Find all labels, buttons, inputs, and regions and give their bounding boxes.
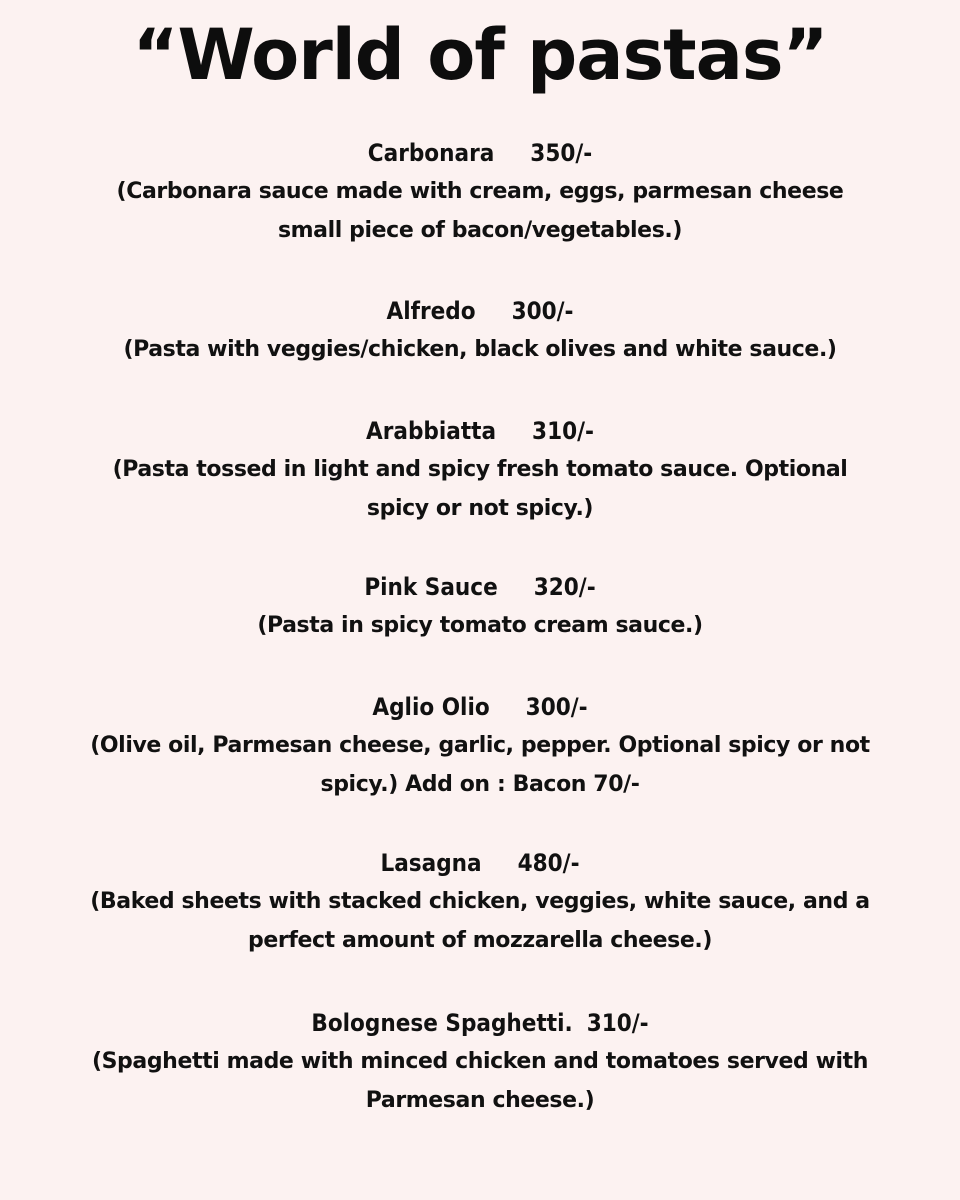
item-name: Alfredo (386, 297, 476, 325)
item-header (40, 688, 920, 726)
item-header (40, 568, 920, 606)
menu-item-bolognese-spaghetti (40, 1004, 920, 1120)
item-description (40, 606, 920, 645)
item-description (40, 330, 920, 369)
menu-item-alfredo (40, 292, 920, 369)
menu-item-lasagna (40, 844, 920, 960)
item-description-line: spicy.) Add on : Bacon 70/- (320, 772, 640, 797)
menu-title: “World of pastas” (132, 14, 828, 96)
item-description-line: (Olive oil, Parmesan cheese, garlic, pepper. Optional spicy or not (90, 733, 870, 758)
item-name: Arabbiatta (366, 417, 497, 445)
item-description-line: (Baked sheets with stacked chicken, veggies, white sauce, and a (90, 889, 870, 914)
item-header (40, 412, 920, 450)
item-description-line: Parmesan cheese.) (365, 1088, 595, 1113)
item-description-line: spicy or not spicy.) (366, 496, 594, 521)
item-price: 310/- (586, 1009, 649, 1037)
item-name: Carbonara (367, 139, 495, 167)
item-header (40, 134, 920, 172)
item-description (40, 450, 920, 528)
item-description-line: perfect amount of mozzarella cheese.) (248, 928, 712, 953)
item-description (40, 172, 920, 250)
item-name: Bolognese Spaghetti. (311, 1009, 573, 1037)
item-price: 350/- (530, 139, 593, 167)
item-description-line: (Spaghetti made with minced chicken and tomatoes served with (91, 1049, 869, 1074)
item-name: Lasagna (380, 849, 482, 877)
item-description (40, 726, 920, 804)
item-description (40, 1042, 920, 1120)
item-description-line: small piece of bacon/vegetables.) (277, 218, 683, 243)
item-price: 300/- (525, 693, 588, 721)
item-header (40, 844, 920, 882)
menu-item-carbonara (40, 134, 920, 250)
item-price: 310/- (532, 417, 594, 445)
menu-item-pink-sauce (40, 568, 920, 645)
item-header (40, 1004, 920, 1042)
item-name: Aglio Olio (372, 693, 490, 721)
item-description-line: (Carbonara sauce made with cream, eggs, parmesan cheese (116, 179, 844, 204)
item-price: 480/- (517, 849, 580, 877)
item-description-line: (Pasta with veggies/chicken, black olives and white sauce.) (123, 337, 837, 362)
item-header (40, 292, 920, 330)
menu-item-arabbiatta (40, 412, 920, 528)
item-description-line: (Pasta in spicy tomato cream sauce.) (257, 613, 703, 638)
item-name: Pink Sauce (364, 573, 498, 601)
item-price: 320/- (533, 573, 596, 601)
item-description (40, 882, 920, 960)
menu-item-aglio-olio (40, 688, 920, 804)
item-description-line: (Pasta tossed in light and spicy fresh tomato sauce. Optional (112, 457, 848, 482)
item-price: 300/- (511, 297, 574, 325)
